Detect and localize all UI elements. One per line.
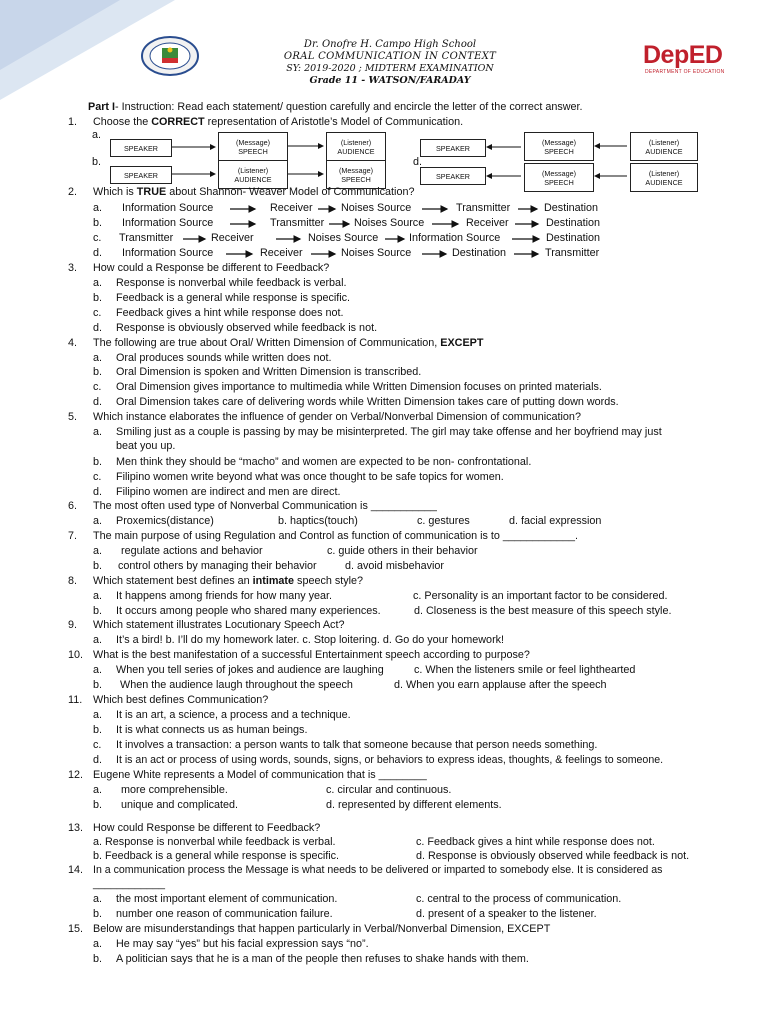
message-box: (Message) SPEECH (524, 163, 594, 192)
q11-text: Which best defines Communication? (93, 694, 269, 706)
option-letter: d. (93, 247, 103, 259)
option-text: When the audience laugh throughout the speech (120, 679, 353, 691)
option-text: c. When the listeners smile or feel lighthearted (414, 664, 636, 676)
option-text: the most important element of communication. (116, 893, 338, 905)
option-text: Oral Dimension takes care of delivering words while Written Dimension takes care of putting down words. (116, 396, 619, 408)
listener-box: (Listener) AUDIENCE (630, 132, 698, 161)
flow-term: Information Source (409, 232, 501, 244)
option-text: b. Feedback is a general while response is specific. (93, 850, 340, 862)
q5-text: Which instance elaborates the influence of gender on Verbal/Nonverbal Dimension of communication? (93, 411, 581, 423)
q4-number: 4. (68, 337, 78, 349)
option-letter: a. (93, 515, 103, 527)
option-text: c. gestures (417, 515, 470, 527)
q12-text: Eugene White represents a Model of communication that is ________ (93, 769, 427, 781)
school-year: SY: 2019-2020 ; MIDTERM EXAMINATION (286, 63, 494, 74)
option-text: d. When you earn applause after the speech (394, 679, 607, 691)
option-text: Proxemics(distance) (116, 515, 214, 527)
q3-number: 3. (68, 262, 78, 274)
option-text: It involves a transaction: a person wants to talk that someone because that person needs something. (116, 739, 598, 751)
option-letter: a. (93, 202, 103, 214)
q6-text: The most often used type of Nonverbal Communication is ___________ (93, 500, 437, 512)
option-letter: b. (93, 724, 103, 736)
listener-box: (Listener) AUDIENCE (630, 163, 698, 192)
exam-subject: ORAL COMMUNICATION IN CONTEXT (283, 51, 497, 62)
option-text: more comprehensible. (121, 784, 228, 796)
option-text: c. central to the process of communication. (416, 893, 622, 905)
message-box: (Message) SPEECH (218, 132, 288, 161)
option-letter: b. (93, 456, 103, 468)
q1-letter-b: b. (92, 156, 102, 168)
option-text: It is an art, a science, a process and a technique. (116, 709, 351, 721)
option-text: b. haptics(touch) (278, 515, 358, 527)
q1-number: 1. (68, 116, 78, 128)
q7-text: The main purpose of using Regulation and Control as function of communication is to ____________. (93, 530, 578, 542)
flow-term: Receiver (260, 247, 303, 259)
q2-text: Which is TRUE about Shannon- Weaver Model of Communication? (93, 186, 415, 198)
listener-box: (Listener) AUDIENCE (326, 132, 386, 161)
grade-sections: Grade 11 - WATSON/FARADAY (309, 75, 471, 86)
flow-term: Noises Source (341, 202, 412, 214)
speaker-box: SPEAKER (420, 167, 486, 185)
q6-number: 6. (68, 500, 78, 512)
flow-term: Noises Source (308, 232, 379, 244)
option-letter: b. (93, 217, 103, 229)
option-text: Feedback gives a hint while response does not. (116, 307, 344, 319)
option-letter: b. (93, 605, 103, 617)
option-letter: c. (93, 471, 102, 483)
option-letter: a. (93, 784, 103, 796)
option-text: d. Closeness is the best measure of this speech style. (414, 605, 672, 617)
option-text: d. present of a speaker to the listener. (416, 908, 597, 920)
option-letter: d. (93, 486, 103, 498)
option-letter: a. (93, 352, 103, 364)
option-text: regulate actions and behavior (121, 545, 263, 557)
option-text: beat you up. (116, 440, 176, 452)
deped-logo: DepED (643, 41, 723, 69)
option-letter: c. (93, 739, 102, 751)
q8-number: 8. (68, 575, 78, 587)
option-letter: a. (93, 893, 103, 905)
option-letter: d. (93, 754, 103, 766)
option-letter: b. (93, 799, 103, 811)
q13-number: 13. (68, 822, 84, 834)
flow-term: Information Source (122, 202, 214, 214)
option-text: a. Response is nonverbal while feedback is verbal. (93, 836, 336, 848)
option-text: Feedback is a general while response is specific. (116, 292, 351, 304)
option-text: Filipino women are indirect and men are direct. (116, 486, 341, 498)
flow-term: Receiver (211, 232, 254, 244)
flow-term: Destination (546, 232, 601, 244)
option-letter: b. (93, 908, 103, 920)
option-text: Filipino women write beyond what was once thought to be safe topics for women. (116, 471, 504, 483)
q9-number: 9. (68, 619, 78, 631)
speaker-box: SPEAKER (110, 166, 172, 184)
option-letter: a. (93, 938, 103, 950)
option-letter: c. (93, 232, 102, 244)
q11-number: 11. (68, 694, 83, 706)
option-letter: d. (93, 322, 103, 334)
option-letter: a. (93, 277, 103, 289)
q2-number: 2. (68, 186, 78, 198)
option-letter: b. (93, 292, 103, 304)
diagram-arrows (0, 0, 768, 200)
option-letter: a. (93, 664, 103, 676)
q5-number: 5. (68, 411, 78, 423)
q1-letter-a: a. (92, 129, 102, 141)
option-text: It happens among friends for how many year. (116, 590, 333, 602)
flow-term: Transmitter (545, 247, 600, 259)
q14-blank: ____________ (93, 878, 166, 890)
q1-text: Choose the CORRECT representation of Aristotle’s Model of Communication. (93, 116, 464, 128)
flow-term: Transmitter (119, 232, 174, 244)
option-text: Oral Dimension gives importance to multimedia while Written Dimension focuses on printed materials. (116, 381, 602, 393)
option-text: c. circular and continuous. (326, 784, 452, 796)
q3-text: How could a Response be different to Feedback? (93, 262, 330, 274)
speaker-box: SPEAKER (420, 139, 486, 157)
option-text: It’s a bird! b. I’ll do my homework later. c. Stop loitering. d. Go do your homework! (116, 634, 505, 646)
q7-number: 7. (68, 530, 78, 542)
option-text: d. avoid misbehavior (345, 560, 445, 572)
q14-number: 14. (68, 864, 84, 876)
deped-logo-subtitle: DEPARTMENT OF EDUCATION (645, 69, 725, 75)
option-text: When you tell series of jokes and audience are laughing (116, 664, 384, 676)
option-text: Men think they should be “macho” and women are expected to be non- confrontational. (116, 456, 532, 468)
option-text: Response is nonverbal while feedback is verbal. (116, 277, 347, 289)
flow-term: Destination (546, 217, 601, 229)
option-letter: b. (93, 953, 103, 965)
listener-box: (Listener) AUDIENCE (218, 160, 288, 189)
flow-term: Transmitter (456, 202, 511, 214)
option-letter: a. (93, 426, 103, 438)
flow-term: Information Source (122, 247, 214, 259)
flow-term: Noises Source (354, 217, 425, 229)
speaker-box: SPEAKER (110, 139, 172, 157)
flow-term: Information Source (122, 217, 214, 229)
option-text: He may say “yes” but his facial expression says “no”. (116, 938, 369, 950)
q9-text: Which statement illustrates Locutionary Speech Act? (93, 619, 345, 631)
option-letter: d. (93, 396, 103, 408)
q10-text: What is the best manifestation of a successful Entertainment speech according to purpose? (93, 649, 530, 661)
option-text: c. Personality is an important factor to be considered. (413, 590, 668, 602)
q15-number: 15. (68, 923, 84, 935)
part-instruction: Part I- Instruction: Read each statement/ question carefully and encircle the letter of the correct answer. (88, 101, 583, 113)
q4-text: The following are true about Oral/ Written Dimension of Communication, EXCEPT (93, 337, 484, 349)
option-text: number one reason of communication failure. (116, 908, 333, 920)
flow-term: Receiver (466, 217, 509, 229)
q13-text: How could Response be different to Feedback? (93, 822, 321, 834)
option-text: Smiling just as a couple is passing by may be misinterpreted. The girl may take offense and her boyfriend may just (116, 426, 662, 438)
option-letter: c. (93, 381, 102, 393)
flow-term: Noises Source (341, 247, 412, 259)
option-text: unique and complicated. (121, 799, 239, 811)
option-text: A politician says that he is a man of the people then refuses to shake hands with them. (116, 953, 529, 965)
option-text: d. represented by different elements. (326, 799, 502, 811)
option-text: Oral Dimension is spoken and Written Dimension is transcribed. (116, 366, 422, 378)
q10-number: 10. (68, 649, 84, 661)
q12-number: 12. (68, 769, 84, 781)
option-letter: b. (93, 679, 103, 691)
option-letter: a. (93, 709, 103, 721)
message-box: (Message) SPEECH (326, 160, 386, 189)
flow-term: Destination (452, 247, 507, 259)
option-text: c. guide others in their behavior (327, 545, 478, 557)
school-name: Dr. Onofre H. Campo High School (303, 39, 477, 50)
option-text: It is an act or process of using words, sounds, signs, or behaviors to express ideas, thoughts, & feelings to someone. (116, 754, 664, 766)
option-text: Response is obviously observed while feedback is not. (116, 322, 378, 334)
option-text: d. facial expression (509, 515, 602, 527)
option-text: c. Feedback gives a hint while response does not. (416, 836, 655, 848)
option-letter: b. (93, 366, 103, 378)
flow-term: Receiver (270, 202, 313, 214)
option-letter: b. (93, 560, 103, 572)
q8-text: Which statement best defines an intimate speech style? (93, 575, 364, 587)
q15-text: Below are misunderstandings that happen particularly in Verbal/Nonverbal Dimension, EXCEPT (93, 923, 551, 935)
option-letter: a. (93, 590, 103, 602)
option-text: Oral produces sounds while written does not. (116, 352, 332, 364)
flow-term: Destination (544, 202, 599, 214)
flow-term: Transmitter (270, 217, 325, 229)
option-letter: a. (93, 545, 103, 557)
option-text: It occurs among people who shared many experiences. (116, 605, 381, 617)
option-text: It is what connects us as human beings. (116, 724, 308, 736)
q1-letter-d: d. (413, 156, 423, 168)
q2-arrows (0, 200, 768, 262)
option-letter: c. (93, 307, 102, 319)
option-text: control others by managing their behavior (118, 560, 317, 572)
option-text: d. Response is obviously observed while feedback is not. (416, 850, 690, 862)
message-box: (Message) SPEECH (524, 132, 594, 161)
q14-text: In a communication process the Message is what needs to be delivered or imparted to somebody else. It is considered as (93, 864, 663, 876)
option-letter: a. (93, 634, 103, 646)
